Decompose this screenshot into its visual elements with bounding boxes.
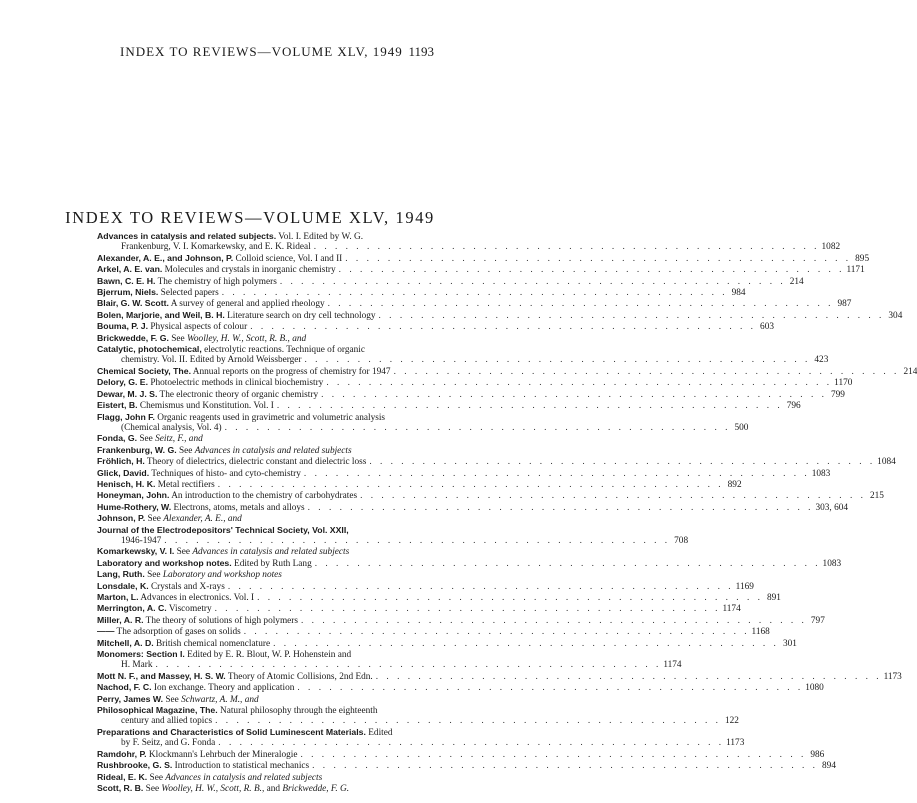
dot-leader [302, 355, 811, 365]
entry-heading: Komarkewsky, V. I. [97, 546, 175, 557]
entry-heading: Frankenburg, W. G. [97, 444, 177, 455]
dot-leader [254, 593, 763, 603]
index-entry [97, 242, 841, 253]
entry-heading: Bolen, Marjorie, and Weil, B. H. [97, 309, 225, 320]
entry-text [121, 423, 222, 433]
dot-leader [336, 265, 845, 275]
entry-heading: Blair, G. W. Scott. [97, 298, 169, 309]
entry-description: The electronic theory of organic chemistry [157, 389, 319, 400]
entry-page-number: 1083 [822, 558, 842, 569]
entry-heading: Fonda, G. [97, 433, 138, 444]
entry-text [97, 525, 349, 536]
entry-cross-reference: Alexander, A. E., and [163, 514, 242, 525]
index-entry [97, 433, 432, 444]
entry-cross-reference: Advances in catalysis and related subjects [192, 547, 350, 558]
entry-heading: Laboratory and workshop notes. [97, 557, 232, 568]
entry-heading: Flagg, John F. [97, 411, 155, 422]
dot-leader [297, 750, 806, 760]
entry-text [97, 671, 373, 682]
entry-heading: Journal of the Electrodepositors' Technical Society, Vol. XXII, [97, 524, 349, 535]
entry-heading: Dewar, M. J. S. [97, 388, 158, 399]
entry-text [97, 727, 393, 738]
index-entry [97, 321, 774, 333]
entry-text [97, 546, 349, 557]
entry-text [97, 445, 352, 456]
entry-page-number: 799 [830, 389, 845, 400]
entry-description: See [163, 694, 182, 705]
index-entry [97, 738, 745, 749]
entry-description: A survey of general and applied rheology [168, 299, 325, 310]
entry-page-number: 708 [674, 535, 689, 546]
entry-description: Edited by E. R. Blout, W. P. Hohenstein and [184, 650, 352, 661]
entry-page-number: 1170 [834, 378, 853, 389]
entry-page-number: 987 [837, 299, 852, 310]
entry-text [97, 603, 212, 614]
entry-heading: Ramdohr, P. [97, 748, 147, 759]
entry-heading: Chemical Society, The. [97, 365, 191, 376]
entry-heading: Nachod, F. C. [97, 682, 152, 693]
entry-page-number: 1083 [811, 468, 831, 479]
entry-page-number: 986 [810, 749, 825, 760]
entry-continuation: Frankenburg, V. I. Komarkewsky, and E. K. Rideal [121, 242, 311, 253]
index-entry [97, 649, 432, 660]
entry-text [97, 264, 336, 275]
entry-description: See [143, 783, 162, 794]
index-entry [97, 422, 749, 433]
entry-text [97, 276, 277, 287]
entry-description: Edited [365, 727, 393, 738]
dot-leader [161, 536, 670, 546]
entry-page-number: 303, 604 [815, 502, 849, 513]
entry-description: Molecules and crystals in inorganic chemistry [162, 265, 336, 276]
entry-heading: Preparations and Characteristics of Solid Luminescent Materials. [97, 726, 366, 737]
dot-leader [311, 242, 820, 252]
entry-text [121, 242, 311, 252]
entry-description: Edited by Ruth Lang [231, 558, 312, 569]
entry-cross-reference: Brickwedde, F. G. [282, 783, 350, 794]
entry-description: Organic reagents used in gravimetric and volumetric analysis [154, 412, 386, 423]
index-entry [97, 694, 432, 705]
index-entry [97, 557, 842, 569]
entry-text [97, 400, 274, 411]
entry-description: Metal rectifiers [155, 479, 215, 490]
dot-leader [318, 390, 827, 400]
entry-description: Klockmann's Lehrbuch der Mineralogie [146, 749, 298, 760]
entry-description: Advances in electronics. Vol. I [138, 593, 255, 603]
entry-heading: Bjerrum, Niels. [97, 287, 159, 298]
entry-heading: Lonsdale, K. [97, 580, 149, 591]
dot-leader [215, 738, 724, 748]
index-entry [97, 445, 432, 456]
entry-heading: Glick, David. [97, 467, 150, 478]
entry-page-number: 797 [810, 615, 825, 626]
entry-text [97, 310, 376, 321]
entry-text [97, 513, 242, 524]
entry-heading: Philosophical Magazine, The. [97, 705, 218, 716]
dot-leader [309, 761, 818, 771]
entry-page-number: 984 [731, 288, 746, 299]
entry-heading: Miller, A. R. [97, 614, 144, 625]
entry-text [121, 716, 212, 726]
index-entry [97, 456, 896, 468]
entry-text [97, 287, 219, 298]
entry-cross-reference: Advances in catalysis and related subjects [194, 445, 352, 456]
entry-description: The adsorption of gases on solids [114, 627, 241, 638]
dot-leader [366, 457, 875, 467]
entry-text [121, 355, 302, 365]
entry-heading: Delory, G. E. [97, 377, 149, 388]
entry-text [97, 783, 349, 794]
dot-leader [212, 604, 721, 614]
entry-description: electrolytic reactions. Technique of organic [201, 345, 365, 356]
entry-description: Annual reports on the progress of chemistry for 1947 [190, 366, 391, 377]
entry-description: Electrons, atoms, metals and alloys [171, 502, 305, 513]
entry-page-number: 1082 [821, 242, 841, 253]
index-entry [97, 388, 845, 400]
index-entry [97, 344, 432, 355]
index-entry [97, 400, 801, 412]
dot-leader [270, 639, 779, 649]
entry-page-number: 215 [869, 491, 884, 502]
entry-page-number: 1084 [877, 457, 896, 468]
dot-leader [212, 716, 721, 726]
entry-cross-reference: Woolley, H. W., Scott, R. B., [161, 783, 265, 794]
dot-leader [323, 378, 832, 388]
dot-leader [301, 469, 810, 479]
entry-description: See [145, 514, 164, 525]
entry-heading: Lang, Ruth. [97, 569, 145, 580]
entry-heading: Scott, R. B. [97, 782, 144, 793]
entry-heading: Hume-Rothery, W. [97, 501, 172, 512]
dot-leader [325, 299, 834, 309]
entry-page-number: 1174 [722, 604, 741, 615]
entry-text [97, 231, 363, 242]
entry-text [97, 626, 241, 637]
entry-description: See [168, 333, 188, 344]
entry-heading: Catalytic, photochemical, [97, 344, 202, 355]
entry-page-number: 214 [789, 276, 804, 287]
entry-heading: Alexander, A. E., and Johnson, P. [97, 252, 234, 263]
entry-description: Literature search on dry cell technology [224, 310, 376, 321]
entry-text [97, 682, 294, 693]
index-entry [97, 546, 432, 557]
entry-text [97, 253, 342, 264]
entry-text [97, 298, 325, 309]
entry-text [97, 502, 305, 513]
entry-description: See [147, 772, 166, 783]
entry-heading: Perry, James W. [97, 693, 163, 704]
entry-text [97, 333, 306, 344]
dot-leader [294, 683, 803, 693]
dot-leader [342, 254, 851, 264]
dot-leader [357, 491, 866, 501]
index-entry [97, 275, 804, 287]
entry-page-number: 1168 [751, 627, 770, 638]
index-entry [97, 783, 432, 794]
index-entry [97, 580, 754, 592]
entry-cross-reference: Seitz, F., and [155, 434, 203, 445]
index-entry [97, 535, 689, 546]
entry-text [97, 569, 282, 580]
entry-text [97, 490, 357, 501]
entry-continuation: 1946-1947 [121, 535, 162, 546]
entry-page-number: 1080 [805, 683, 824, 694]
entry-description: Techniques of histo- and cyto-chemistry [149, 468, 301, 479]
index-entry [97, 252, 870, 264]
entry-heading: Bouma, P. J. [97, 321, 149, 332]
entry-description: The theory of solutions of high polymers [143, 615, 299, 626]
index-entry [97, 478, 742, 490]
entry-description: An introduction to the chemistry of carbohydrates [169, 491, 358, 502]
entry-page-number: 1174 [663, 660, 682, 671]
entry-description: See [176, 445, 195, 456]
entry-text [97, 592, 254, 603]
dot-leader [247, 322, 756, 332]
index-entry [97, 231, 432, 242]
entry-page-number: 1169 [735, 581, 754, 592]
index-entry [97, 287, 746, 299]
entry-description: See [137, 434, 156, 445]
entry-continuation: (Chemical analysis, Vol. 4) [121, 422, 222, 433]
entry-heading: Mitchell, A. D. [97, 637, 154, 648]
dot-leader [298, 616, 807, 626]
dot-leader [312, 559, 821, 569]
dot-leader [219, 288, 728, 298]
entry-page-number: 214 [903, 366, 917, 377]
entry-page-number: 892 [727, 479, 742, 490]
entry-description: The chemistry of high polymers [155, 276, 277, 287]
entry-cross-reference: Woolley, H. W., Scott, R. B., and [187, 333, 307, 344]
entry-cross-reference: Schwartz, A. M., and [181, 694, 259, 705]
index-entry [97, 333, 432, 344]
index-entry [97, 727, 432, 738]
entry-page-number: 1173 [883, 671, 902, 682]
index-entry [97, 309, 903, 321]
entry-text [121, 738, 215, 748]
entry-text [121, 536, 161, 546]
index-entry [97, 592, 781, 603]
entry-heading: Rushbrooke, G. S. [97, 760, 173, 771]
entry-heading: Merrington, A. C. [97, 603, 167, 614]
entry-page-number: 500 [734, 422, 749, 433]
entry-cross-reference: Advances in catalysis and related subjects [165, 772, 323, 783]
index-entry [97, 355, 829, 366]
index-entry [97, 490, 884, 502]
entry-text [97, 456, 366, 467]
dot-leader [376, 311, 885, 321]
running-head-title: INDEX TO REVIEWS—VOLUME XLV, 1949 [120, 44, 403, 59]
index-entry [97, 705, 432, 716]
index-entry [97, 660, 682, 671]
entry-text [97, 468, 301, 479]
entry-page-number: 1173 [726, 738, 745, 749]
entry-continuation: H. Mark [121, 660, 153, 671]
entry-text [97, 694, 259, 705]
entry-page-number: 1171 [846, 265, 865, 276]
entry-text [97, 772, 322, 783]
entry-heading: Advances in catalysis and related subjects. [97, 231, 277, 241]
dot-leader [373, 672, 882, 682]
entry-heading: Marton, L. [97, 592, 139, 602]
index-entry [97, 264, 865, 276]
entry-description: Viscometry [166, 604, 212, 615]
entry-text [97, 389, 318, 400]
index-entry [97, 412, 432, 423]
entry-page-number: 304 [888, 310, 903, 321]
entry-page-number: 603 [760, 322, 774, 333]
index-entries [97, 231, 917, 794]
page-title: INDEX TO REVIEWS—VOLUME XLV, 1949 [65, 208, 435, 227]
entry-continuation: chemistry. Vol. II. Edited by Arnold Weissberger [121, 355, 302, 366]
index-entry [97, 626, 770, 638]
dot-leader [277, 277, 786, 287]
entry-text [97, 344, 365, 355]
dot-leader [215, 480, 724, 490]
entry-description: Introduction to statistical mechanics [172, 761, 310, 772]
entry-description: and [264, 783, 283, 794]
entry-page-number: 122 [725, 716, 739, 727]
entry-description: Theory of Atomic Collisions, 2nd Edn. [225, 671, 373, 682]
entry-text [97, 433, 203, 444]
entry-text [97, 412, 385, 423]
entry-text [97, 638, 270, 649]
index-entry [97, 670, 902, 682]
dot-leader [305, 503, 814, 513]
index-entry [97, 603, 741, 615]
entry-text [97, 615, 298, 626]
entry-description: Selected papers [158, 288, 219, 299]
index-entry [97, 298, 852, 310]
entry-heading: Bawn, C. E. H. [97, 275, 156, 286]
page-number: 1193 [408, 44, 434, 59]
index-entry [97, 716, 739, 727]
entry-page-number: 301 [782, 638, 797, 649]
index-entry [97, 569, 432, 580]
entry-description: Colloid science, Vol. I and II [233, 253, 343, 264]
entry-text [97, 581, 225, 592]
dot-leader [225, 582, 734, 592]
entry-description: Theory of dielectrics, dielectric constant and dielectric loss [144, 457, 367, 468]
entry-description: Vol. I. Edited by W. G. [276, 232, 364, 242]
entry-text [97, 377, 323, 388]
index-entry [97, 748, 825, 760]
index-entry [97, 501, 849, 513]
entry-description: British chemical nomenclature [153, 638, 271, 649]
entry-heading: Honeyman, John. [97, 490, 170, 501]
index-entry [97, 614, 825, 626]
entry-text [97, 749, 297, 760]
dot-leader [153, 660, 662, 670]
entry-heading: —— [97, 626, 115, 637]
entry-text [97, 366, 391, 377]
entry-page-number: 895 [855, 253, 870, 264]
entry-text [97, 321, 247, 332]
entry-heading: Mott N. F., and Massey, H. S. W. [97, 670, 226, 681]
entry-heading: Fröhlich, H. [97, 456, 145, 467]
entry-page-number: 796 [786, 401, 801, 412]
index-entry [97, 365, 917, 377]
entry-heading: Henisch, H. K. [97, 478, 156, 489]
entry-text [97, 479, 215, 490]
entry-heading: Johnson, P. [97, 513, 146, 524]
entry-description: See [144, 570, 163, 581]
entry-text [97, 760, 309, 771]
entry-continuation: century and allied topics [121, 716, 213, 727]
entry-text [97, 705, 378, 716]
entry-text [97, 649, 351, 660]
dot-leader [222, 423, 731, 433]
dot-leader [241, 627, 750, 637]
index-entry [97, 525, 432, 536]
entry-description: Crystals and X-rays [148, 581, 225, 592]
index-entry [97, 682, 824, 694]
dot-leader [274, 401, 783, 411]
index-entry [97, 772, 432, 783]
entry-description: Natural philosophy through the eighteenth [217, 706, 378, 717]
entry-cross-reference: Laboratory and workshop notes [162, 570, 282, 581]
index-entry [97, 513, 432, 524]
entry-description: Photoelectric methods in clinical biochemistry [148, 378, 324, 389]
index-entry [97, 467, 831, 479]
index-entry [97, 637, 797, 649]
entry-page-number: 894 [822, 761, 836, 772]
index-entry [97, 377, 853, 389]
entry-description: Chemismus und Konstitution. Vol. I [137, 401, 274, 412]
entry-heading: Eistert, B. [97, 400, 138, 411]
index-entry [97, 760, 836, 772]
entry-description: See [174, 547, 193, 558]
entry-continuation: by F. Seitz, and G. Fonda [121, 738, 216, 749]
entry-text [121, 660, 153, 670]
entry-description: Physical aspects of colour [148, 322, 248, 333]
entry-heading: Brickwedde, F. G. [97, 332, 169, 343]
entry-heading: Rideal, E. K. [97, 771, 148, 782]
entry-heading: Arkel, A. E. van. [97, 264, 163, 275]
dot-leader [391, 367, 900, 377]
entry-page-number: 891 [766, 593, 781, 603]
entry-heading: Monomers: Section I. [97, 649, 185, 660]
entry-text [97, 558, 312, 569]
entry-page-number: 423 [814, 355, 829, 366]
entry-description: Ion exchange. Theory and application [151, 683, 295, 694]
